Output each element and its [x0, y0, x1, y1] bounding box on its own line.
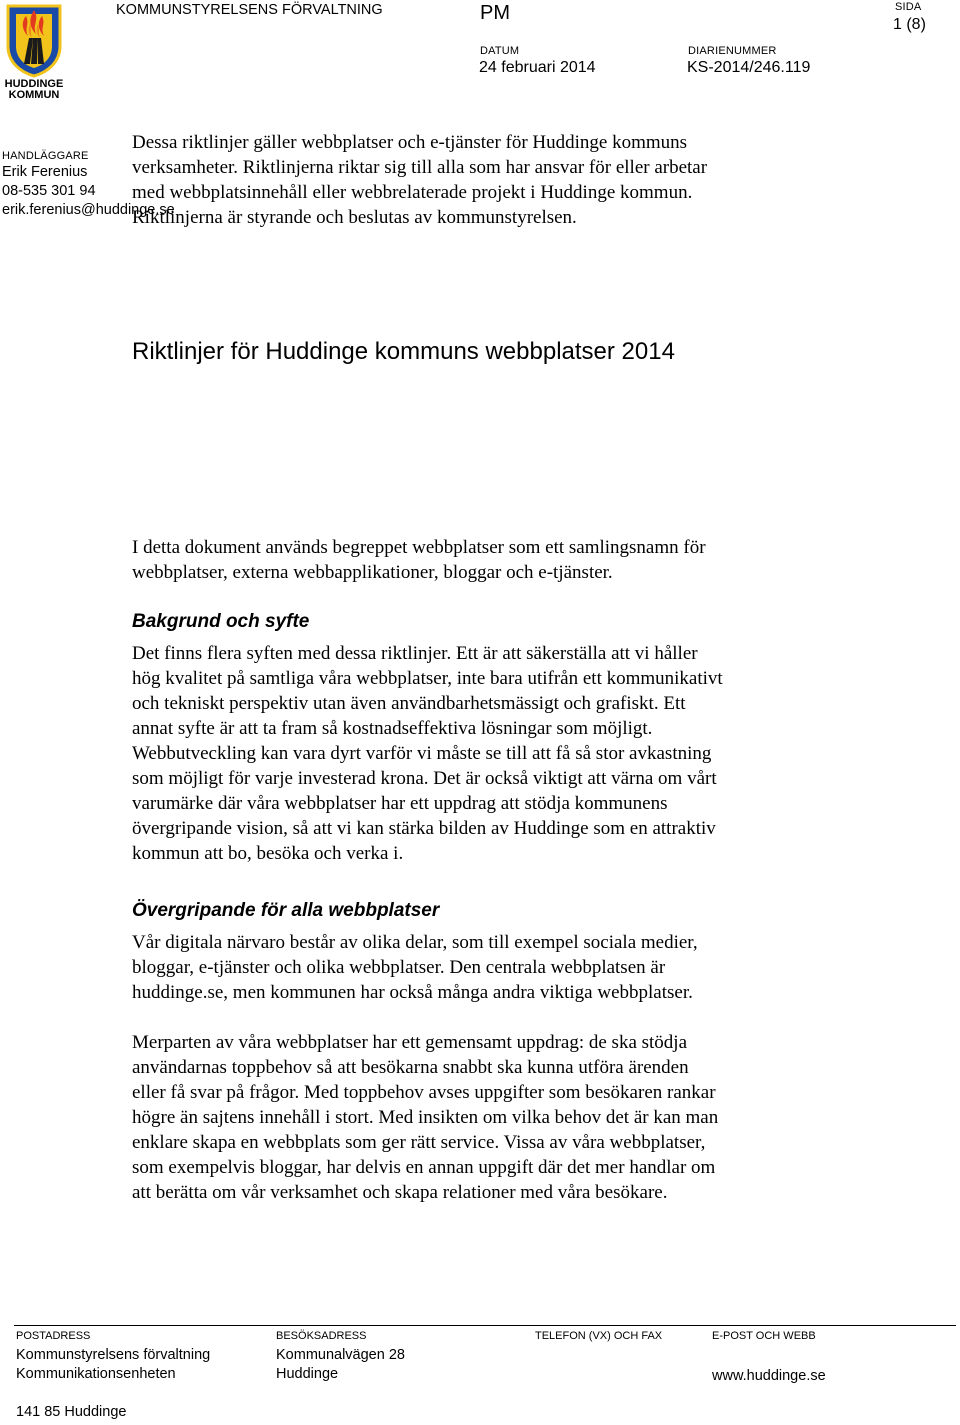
intro-line: med webbplatsinnehåll eller webbrelaterade projekt i Huddinge kommun.	[132, 182, 693, 203]
paragraph-line: Vår digitala närvaro består av olika delar, som till exempel sociala medier,	[132, 932, 698, 953]
paragraph-line: annat syfte är att ta fram så kostnadseffektiva lösningar som möjligt.	[132, 718, 653, 739]
paragraph-line: som möjligt för varje investerad krona. Det är också viktigt att värna om vårt	[132, 768, 717, 789]
section-overall-paragraph-2	[132, 1030, 718, 1205]
definition-line: I detta dokument används begreppet webbplatser som ett samlingsnamn för	[132, 537, 706, 558]
footer-visit-label: BESÖKSADRESS	[276, 1330, 367, 1342]
logo-text-huddinge: HUDDINGE	[4, 78, 64, 90]
intro-line: verksamheter. Riktlinjerna riktar sig till alla som har ansvar för eller arbetar	[132, 157, 708, 178]
logo-text-kommun: KOMMUN	[8, 89, 60, 101]
page-value: 1 (8)	[893, 16, 926, 33]
document-title: Riktlinjer för Huddinge kommuns webbplatser 2014	[132, 338, 675, 365]
date-label: DATUM	[480, 45, 520, 57]
footer-postal-line: Kommunikationsenheten	[16, 1366, 176, 1382]
handler-label: HANDLÄGGARE	[2, 150, 89, 162]
footer-visit-line: Kommunalvägen 28	[276, 1347, 405, 1363]
paragraph-line: och tekniskt perspektiv utan även användbarhetsmässigt och grafiskt. Ett	[132, 693, 686, 714]
paragraph-line: varumärke där våra webbplatser har ett uppdrag att stödja kommunens	[132, 793, 668, 814]
footer-web	[712, 1330, 826, 1384]
handler-email[interactable]: erik.ferenius@huddinge.se	[2, 202, 175, 218]
section-background-paragraph	[132, 641, 723, 866]
footer-divider	[14, 1325, 956, 1326]
paragraph-line: hög kvalitet på samtliga våra webbplatser, inte bara utifrån ett kommunikativt	[132, 668, 723, 689]
footer-visit-line: Huddinge	[276, 1366, 339, 1382]
date-value: 24 februari 2014	[479, 59, 596, 76]
section-overall-paragraph-1	[132, 930, 698, 1005]
footer-visit	[276, 1330, 405, 1382]
paragraph-line: att berätta om vår verksamhet och skapa relationer med våra besökare.	[132, 1182, 668, 1203]
paragraph-line: eller få svar på frågor. Med toppbehov avses uppgifter som besökaren rankar	[132, 1082, 716, 1103]
intro-paragraph	[132, 130, 707, 230]
footer-website-link[interactable]: www.huddinge.se	[712, 1368, 826, 1384]
page-label: SIDA	[895, 1, 922, 13]
paragraph-line: användarnas toppbehov så att besökarna snabbt ska kunna utföra ärenden	[132, 1057, 689, 1078]
footer-web-label: E-POST OCH WEBB	[712, 1330, 816, 1342]
section-heading-overall: Övergripande för alla webbplatser	[132, 900, 440, 921]
definition-paragraph	[132, 535, 706, 585]
intro-line: Dessa riktlinjer gäller webbplatser och e-tjänster för Huddinge kommuns	[132, 132, 688, 153]
handler-name: Erik Ferenius	[2, 164, 88, 180]
registration-value: KS-2014/246.119	[687, 59, 811, 76]
paragraph-line: Webbutveckling kan vara dyrt varför vi måste se till att få så stor avkastning	[132, 743, 712, 764]
coat-of-arms-icon	[2, 2, 66, 78]
paragraph-line: som exempelvis bloggar, har delvis en annan uppgift där det mer handlar om	[132, 1157, 716, 1178]
footer-postal	[16, 1330, 210, 1420]
paragraph-line: högre än sajtens innehåll i stort. Med insikten om vilka behov det är kan man	[132, 1107, 719, 1128]
paragraph-line: Det finns flera syften med dessa riktlinjer. Ett är att säkerställa att vi håller	[132, 643, 698, 664]
registration-label: DIARIENUMMER	[688, 45, 777, 57]
org-name: KOMMUNSTYRELSENS FÖRVALTNING	[116, 2, 383, 18]
paragraph-line: enklare skapa en webbplats som ger rätt service. Vissa av våra webbplatser,	[132, 1132, 706, 1153]
footer-phone-label: TELEFON (VX) OCH FAX	[535, 1330, 663, 1342]
paragraph-line: kommun att bo, besöka och verka i.	[132, 843, 404, 864]
intro-line: Riktlinjerna är styrande och beslutas av kommunstyrelsen.	[132, 207, 577, 228]
doc-type: PM	[480, 2, 510, 24]
paragraph-line: bloggar, e-tjänster och olika webbplatser. Den centrala webbplatsen är	[132, 957, 666, 978]
paragraph-line: övergripande vision, så att vi kan stärka bilden av Huddinge som en attraktiv	[132, 818, 716, 839]
footer-postal-line: Kommunstyrelsens förvaltning	[16, 1347, 211, 1363]
footer-postal-line: 141 85 Huddinge	[16, 1404, 127, 1420]
definition-line: webbplatser, externa webbapplikationer, bloggar och e-tjänster.	[132, 562, 613, 583]
footer-postal-label: POSTADRESS	[16, 1330, 91, 1342]
paragraph-line: Merparten av våra webbplatser har ett gemensamt uppdrag: de ska stödja	[132, 1032, 688, 1053]
section-heading-background: Bakgrund och syfte	[132, 611, 310, 632]
handler-phone: 08-535 301 94	[2, 183, 96, 199]
huddinge-logo	[2, 2, 66, 102]
paragraph-line: huddinge.se, men kommunen har också många andra viktiga webbplatser.	[132, 982, 693, 1003]
